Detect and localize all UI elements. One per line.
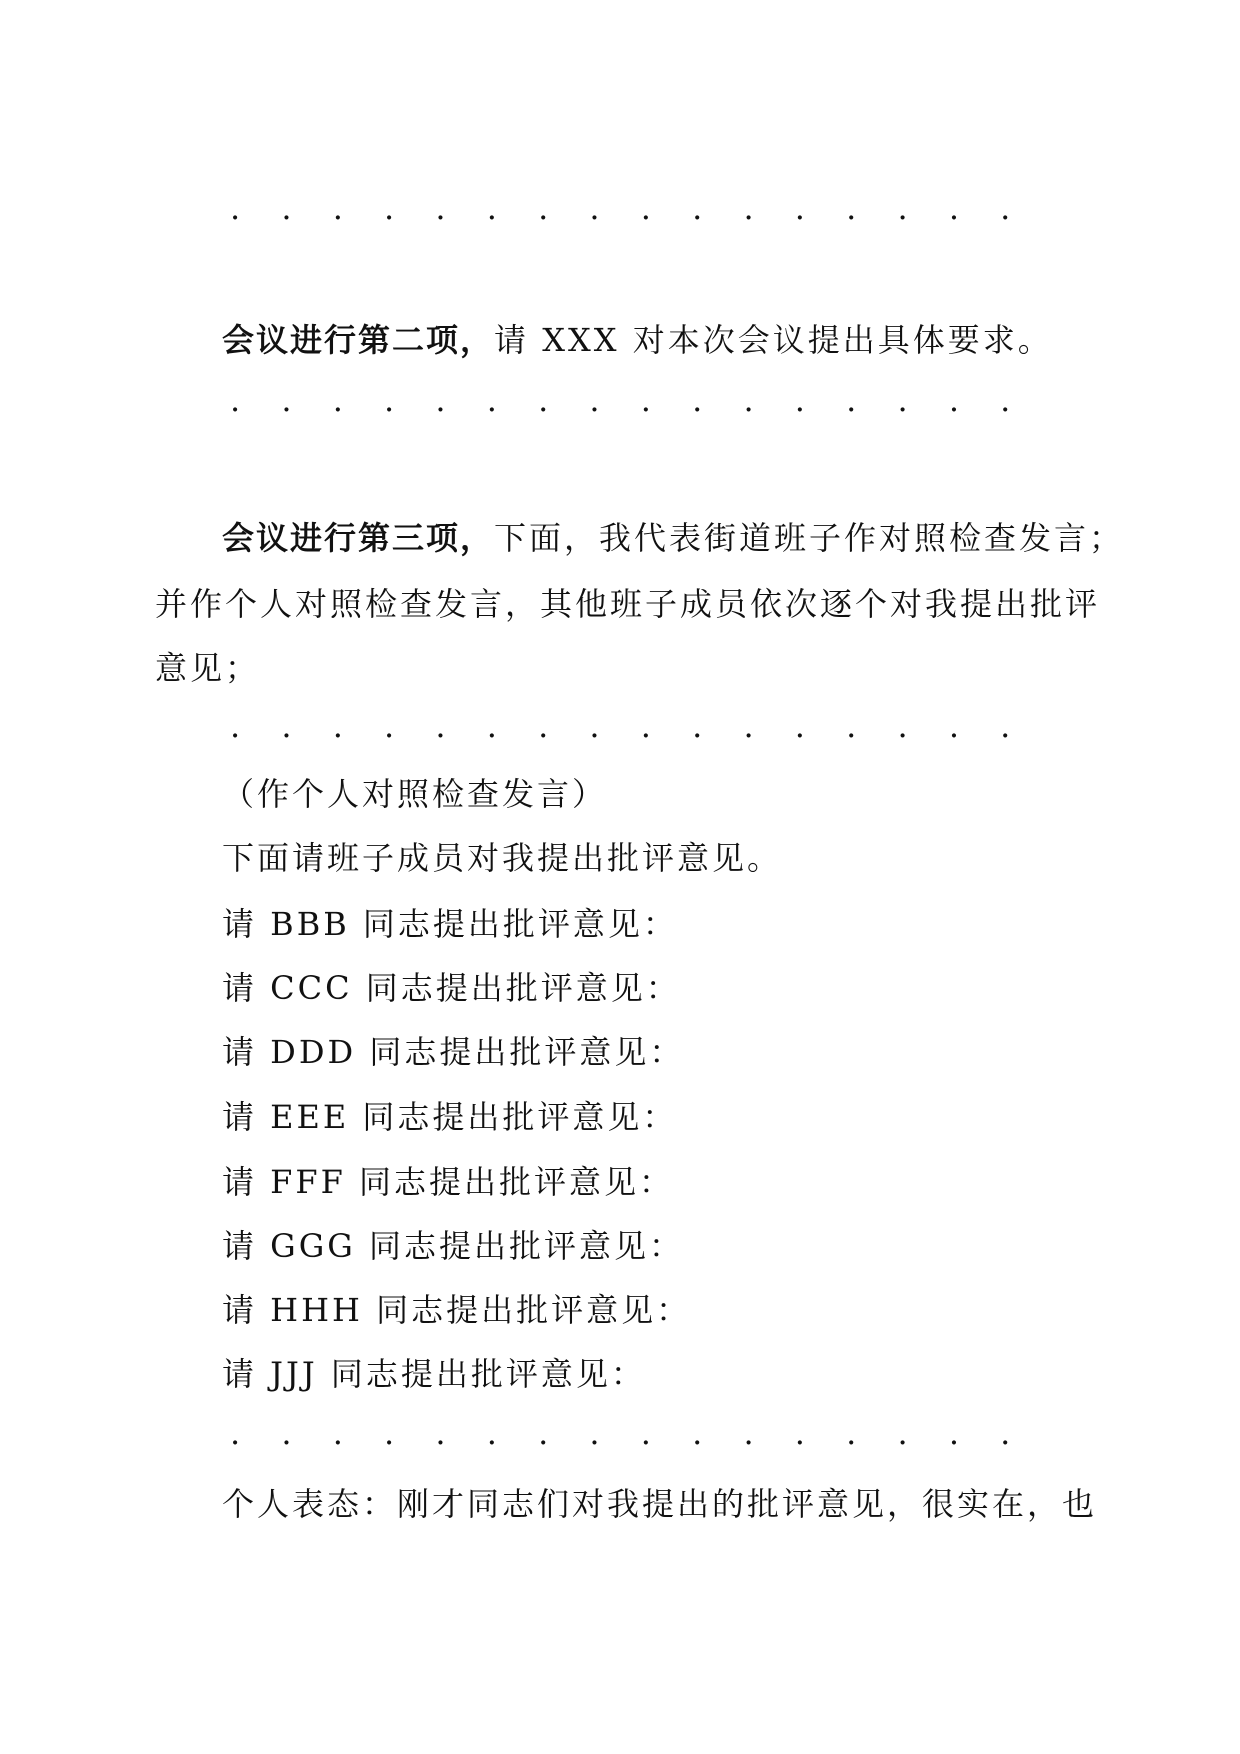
item3-heading: 会议进行第三项， [222,519,495,557]
invitation-bbb: 请 BBB 同志提出批评意见： [222,905,678,943]
item3-paragraph [222,518,1124,558]
ellipsis-4: . . . . . . . . . . . . . . . . [230,1414,1026,1452]
invitation-eee: 请 EEE 同志提出批评意见： [222,1098,678,1136]
invitation-ggg: 请 GGG 同志提出批评意见： [222,1227,685,1265]
item2-heading: 会议进行第二项， [222,321,495,359]
item2-paragraph [222,320,1053,360]
invitation-ccc: 请 CCC 同志提出批评意见： [222,969,681,1007]
item3-text-line3: 意见； [155,649,261,687]
invitation-fff: 请 FFF 同志提出批评意见： [222,1163,674,1201]
item3-text-line2: 并作个人对照检查发言，其他班子成员依次逐个对我提出批评 [155,585,1101,623]
ellipsis-3: . . . . . . . . . . . . . . . . [230,707,1026,745]
invitation-jjj: 请 JJJ 同志提出批评意见： [222,1355,646,1393]
item2-text: 请 XXX 对本次会议提出具体要求。 [494,321,1053,359]
ellipsis-1: . . . . . . . . . . . . . . . . [230,189,1026,227]
personal-note: （作个人对照检查发言） [222,775,608,813]
invitation-ddd: 请 DDD 同志提出批评意见： [222,1033,685,1071]
invitation-hhh: 请 HHH 同志提出批评意见： [222,1291,692,1329]
ellipsis-2: . . . . . . . . . . . . . . . . [230,381,1026,419]
closing-statement: 个人表态：刚才同志们对我提出的批评意见，很实在，也 [222,1485,1098,1523]
item3-text-line1: 下面，我代表街道班子作对照检查发言； [494,519,1125,557]
invite-intro: 下面请班子成员对我提出批评意见。 [222,839,783,877]
